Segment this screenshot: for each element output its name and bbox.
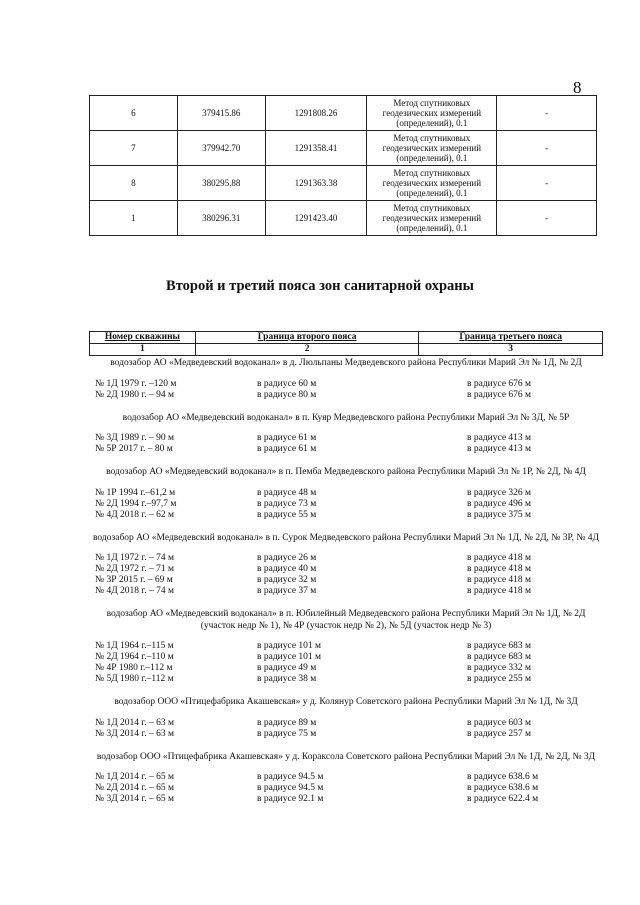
well-row bbox=[89, 718, 603, 729]
method-line: геодезических измерений bbox=[382, 178, 482, 188]
third-belt-radius: в радиусе 683 м bbox=[467, 652, 532, 662]
well-row bbox=[89, 444, 603, 455]
second-belt-radius: в радиусе 94.5 м bbox=[257, 783, 324, 793]
method-line: (определений), 0.1 bbox=[396, 188, 468, 198]
method bbox=[367, 131, 497, 166]
third-belt-radius: в радиусе 326 м bbox=[467, 487, 532, 498]
well-number: № 1Д 2014 г. – 63 м bbox=[95, 717, 175, 728]
second-belt-radius: в радиусе 80 м bbox=[257, 389, 317, 400]
point-number: 1 bbox=[90, 201, 178, 236]
well-number: № 3Д 2014 г. – 65 м bbox=[95, 794, 175, 804]
coord-y: 1291358.41 bbox=[265, 131, 367, 166]
method bbox=[367, 96, 497, 131]
well-row bbox=[89, 390, 603, 401]
well-row bbox=[89, 510, 603, 521]
well-row bbox=[89, 564, 603, 575]
second-belt-radius: в радиусе 48 м bbox=[257, 487, 317, 498]
third-belt-radius: в радиусе 638.6 м bbox=[467, 783, 539, 793]
second-belt-radius: в радиусе 55 м bbox=[257, 509, 317, 520]
second-belt-radius: в радиусе 73 м bbox=[257, 498, 317, 509]
second-belt-radius: в радиусе 32 м bbox=[257, 575, 317, 585]
well-number: № 5Д 1980 г.–112 м bbox=[95, 674, 174, 684]
third-belt-radius: в радиусе 603 м bbox=[467, 717, 532, 728]
well-number: № 2Д 1964 г.–110 м bbox=[95, 652, 174, 662]
well-number: № 4Д 2018 г. – 62 м bbox=[95, 509, 175, 520]
group-heading: водозабор ООО «Птицефабрика Акашевская» у д. Колянур Советского района Республики Марий Эл № 1Д, № 3Д bbox=[114, 697, 578, 707]
well-row bbox=[89, 663, 603, 674]
water-intake-group bbox=[89, 609, 603, 685]
coord-x: 380296.31 bbox=[177, 201, 265, 236]
well-row bbox=[89, 499, 603, 510]
header-second-belt: Граница второго пояса bbox=[195, 332, 419, 344]
section-title: Второй и третий пояса зон санитарной охраны bbox=[166, 278, 474, 294]
well-number: № 2Д 1972 г. – 71 м bbox=[95, 564, 175, 574]
method-line: Метод спутниковых bbox=[393, 133, 471, 143]
method-line: Метод спутниковых bbox=[393, 98, 471, 108]
group-heading: водозабор АО «Медведевский водоканал» в п. Сурок Медведевского района Республики Марий Эл № 1Д, № 2Д, № 3Р, № 4Д bbox=[93, 532, 600, 543]
point-number: 8 bbox=[90, 166, 178, 201]
col-number-1: 1 bbox=[90, 344, 196, 356]
well-number: № 1Д 1964 г.–115 м bbox=[95, 641, 174, 651]
well-row bbox=[89, 379, 603, 390]
method-line: Метод спутниковых bbox=[393, 168, 471, 178]
coord-y: 1291363.38 bbox=[265, 166, 367, 201]
well-number: № 3Д 2014 г. – 63 м bbox=[95, 728, 175, 739]
point-number: 7 bbox=[90, 131, 178, 166]
coord-row bbox=[90, 96, 597, 131]
water-intake-group bbox=[89, 752, 603, 806]
method-line: геодезических измерений bbox=[382, 108, 482, 118]
method-line: (определений), 0.1 bbox=[396, 153, 468, 163]
method-line: (определений), 0.1 bbox=[396, 223, 468, 233]
well-row bbox=[89, 433, 603, 444]
group-heading: водозабор АО «Медведевский водоканал» в п. Юбилейный Медведевского района Республики Марий Эл № 1Д, № 2Д (участок недр № 1), № 4Р (участок недр № 2), № 5Д (участок недр № 3) bbox=[106, 609, 586, 631]
well-row bbox=[89, 553, 603, 564]
well-number: № 3Р 2015 г. – 69 м bbox=[95, 575, 173, 585]
coord-y: 1291808.26 bbox=[265, 96, 367, 131]
second-belt-radius: в радиусе 40 м bbox=[257, 564, 317, 574]
method-line: геодезических измерений bbox=[382, 143, 482, 153]
well-row bbox=[89, 794, 603, 805]
coord-row bbox=[90, 131, 597, 166]
water-intake-groups bbox=[89, 358, 603, 817]
col-number-3: 3 bbox=[419, 344, 603, 356]
second-belt-radius: в радиусе 49 м bbox=[257, 663, 317, 673]
method bbox=[367, 201, 497, 236]
group-heading: водозабор АО «Медведевский водоканал» в д. Люльпаны Медведевского района Республики Марий Эл № 1Д, № 2Д bbox=[110, 358, 582, 368]
well-number: № 2Д 2014 г. – 65 м bbox=[95, 783, 175, 793]
well-row bbox=[89, 674, 603, 685]
well-row bbox=[89, 575, 603, 586]
page-number: 8 bbox=[573, 78, 582, 97]
water-intake-group bbox=[89, 467, 603, 521]
well-row bbox=[89, 652, 603, 663]
coord-x: 380295.88 bbox=[177, 166, 265, 201]
well-number: № 5Р 2017 г. – 80 м bbox=[95, 444, 173, 454]
second-belt-radius: в радиусе 92.1 м bbox=[257, 794, 324, 804]
note: - bbox=[497, 166, 597, 201]
second-belt-radius: в радиусе 26 м bbox=[257, 553, 317, 563]
well-number: № 2Д 1994 г.–97,7 м bbox=[95, 498, 177, 509]
third-belt-radius: в радиусе 413 м bbox=[467, 433, 532, 443]
coord-x: 379415.86 bbox=[177, 96, 265, 131]
well-row bbox=[89, 783, 603, 794]
well-number: № 2Д 1980 г. – 94 м bbox=[95, 389, 175, 400]
coordinates-table bbox=[89, 95, 597, 236]
third-belt-radius: в радиусе 676 м bbox=[467, 389, 532, 400]
second-belt-radius: в радиусе 60 м bbox=[257, 378, 317, 389]
note: - bbox=[497, 131, 597, 166]
well-row bbox=[89, 586, 603, 597]
third-belt-radius: в радиусе 418 м bbox=[467, 575, 532, 585]
coord-x: 379942.70 bbox=[177, 131, 265, 166]
coord-row bbox=[90, 166, 597, 201]
second-belt-radius: в радиусе 37 м bbox=[257, 586, 317, 596]
method-line: (определений), 0.1 bbox=[396, 118, 468, 128]
water-intake-group bbox=[89, 697, 603, 740]
second-belt-radius: в радиусе 61 м bbox=[257, 433, 317, 443]
well-number: № 3Д 1989 г. – 90 м bbox=[95, 433, 175, 443]
method-line: геодезических измерений bbox=[382, 213, 482, 223]
coord-row bbox=[90, 201, 597, 236]
third-belt-radius: в радиусе 622.4 м bbox=[467, 794, 539, 804]
third-belt-radius: в радиусе 413 м bbox=[467, 444, 532, 454]
well-number: № 4Р 1980 г.–112 м bbox=[95, 663, 173, 673]
second-belt-radius: в радиусе 89 м bbox=[257, 717, 317, 728]
second-belt-radius: в радиусе 101 м bbox=[257, 641, 322, 651]
third-belt-radius: в радиусе 418 м bbox=[467, 586, 532, 596]
col-number-2: 2 bbox=[195, 344, 419, 356]
second-belt-radius: в радиусе 38 м bbox=[257, 674, 317, 684]
third-belt-radius: в радиусе 257 м bbox=[467, 728, 532, 739]
third-belt-radius: в радиусе 418 м bbox=[467, 564, 532, 574]
well-row bbox=[89, 772, 603, 783]
group-heading: водозабор ООО «Птицефабрика Акашевская» у д. Кораксола Советского района Республики Марий Эл № 1Д, № 2Д, № 3Д bbox=[96, 751, 596, 762]
third-belt-radius: в радиусе 255 м bbox=[467, 674, 532, 684]
well-row bbox=[89, 488, 603, 499]
header-third-belt: Граница третьего пояса bbox=[419, 332, 603, 344]
water-intake-group bbox=[89, 413, 603, 456]
second-belt-radius: в радиусе 101 м bbox=[257, 652, 322, 662]
method-line: Метод спутниковых bbox=[393, 203, 471, 213]
note: - bbox=[497, 201, 597, 236]
header-well-number: Номер скважины bbox=[90, 332, 196, 344]
well-number: № 1Д 1972 г. – 74 м bbox=[95, 553, 175, 563]
point-number: 6 bbox=[90, 96, 178, 131]
water-intake-group bbox=[89, 358, 603, 401]
well-row bbox=[89, 641, 603, 652]
group-heading: водозабор АО «Медведевский водоканал» в п. Куяр Медведевского района Республики Марий Эл № 3Д, № 5Р bbox=[122, 412, 570, 423]
well-row bbox=[89, 729, 603, 740]
water-intake-group bbox=[89, 533, 603, 598]
third-belt-radius: в радиусе 638.6 м bbox=[467, 772, 539, 782]
well-number: № 1Д 2014 г. – 65 м bbox=[95, 772, 175, 782]
well-number: № 1Д 1979 г. –120 м bbox=[95, 378, 177, 389]
third-belt-radius: в радиусе 676 м bbox=[467, 378, 532, 389]
note: - bbox=[497, 96, 597, 131]
coord-y: 1291423.40 bbox=[265, 201, 367, 236]
third-belt-radius: в радиусе 418 м bbox=[467, 553, 532, 563]
well-number: № 4Д 2018 г. – 74 м bbox=[95, 586, 175, 596]
method bbox=[367, 166, 497, 201]
group-heading: водозабор АО «Медведевский водоканал» в п. Пемба Медведевского района Республики Марий Эл № 1Р, № 2Д, № 4Д bbox=[106, 467, 586, 477]
second-belt-radius: в радиусе 75 м bbox=[257, 728, 317, 739]
third-belt-radius: в радиусе 683 м bbox=[467, 641, 532, 651]
third-belt-radius: в радиусе 332 м bbox=[467, 663, 532, 673]
second-belt-radius: в радиусе 94.5 м bbox=[257, 772, 324, 782]
second-belt-radius: в радиусе 61 м bbox=[257, 444, 317, 454]
zones-table-header bbox=[89, 331, 603, 356]
third-belt-radius: в радиусе 496 м bbox=[467, 498, 532, 509]
well-number: № 1Р 1994 г.–61,2 м bbox=[95, 487, 176, 498]
third-belt-radius: в радиусе 375 м bbox=[467, 509, 532, 520]
